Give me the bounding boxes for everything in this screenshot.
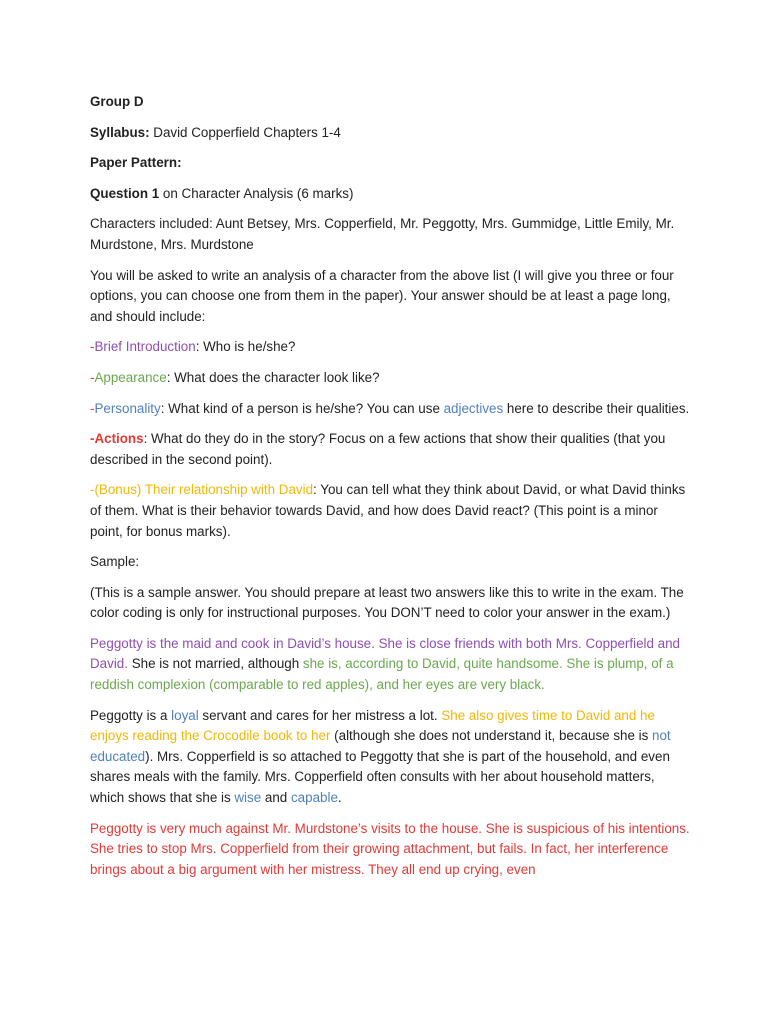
question-label: Question 1: [90, 185, 160, 201]
point-text: Who is he/she?: [199, 339, 296, 355]
group-heading: Group D: [90, 94, 144, 109]
capable-word: capable: [290, 790, 338, 806]
point-colon: :: [143, 431, 148, 447]
point-colon: :: [166, 369, 171, 385]
point-brief-introduction: [90, 337, 690, 358]
sample-text: Peggotty is a: [90, 707, 172, 723]
sample-intro-text: Peggotty is the maid and cook in David’s house. She is close friends with both Mrs. Copperfield and David.: [90, 635, 681, 672]
point-label: Personality: [94, 400, 161, 416]
question-value: on Character Analysis (6 marks): [159, 185, 354, 201]
question-line: [90, 184, 690, 205]
sample-paragraph-2: [90, 706, 690, 809]
sample-note: (This is a sample answer. You should prepare at least two answers like this to write in the exam. The color coding is only for instructional purposes. You DON’T need to color your answer in the exam.): [90, 584, 684, 621]
wise-word: wise: [234, 790, 262, 806]
point-dash: -: [90, 400, 95, 416]
characters-paragraph: Characters included: Aunt Betsey, Mrs. Copperfield, Mr. Peggotty, Mrs. Gummidge, Little Emily, Mr. Murdstone, Mrs. Murdstone: [90, 216, 675, 252]
sample-text: .: [337, 790, 342, 806]
point-appearance: [90, 368, 690, 389]
point-personality: [90, 399, 690, 420]
point-dash: -: [90, 369, 95, 385]
not-educated-word: not educated: [90, 728, 671, 764]
point-text: What do they do in the story? Focus on a few actions that show their qualities (that you described in the second point).: [90, 431, 666, 467]
point-dash: -: [90, 339, 95, 355]
point-colon: :: [195, 339, 200, 355]
sample-paragraph-3: Peggotty is very much against Mr. Murdstone’s visits to the house. She is suspicious of his intentions. She tries to stop Mrs. Copperfield from their growing attachment, but fails. In fact, her interference brings about a big argument with her mistress. They all end up crying, even: [90, 820, 690, 877]
sample-label: Sample:: [90, 554, 140, 570]
instructions-paragraph: You will be asked to write an analysis of a character from the above list (I will give you three or four options, you can choose one from them in the paper). Your answer should be at least a page long, and should include:: [90, 267, 674, 324]
point-label: -Actions: [90, 431, 144, 447]
sample-bonus-text: She also gives time to David and he enjoys reading the Crocodile book to her: [90, 707, 655, 744]
paper-pattern-heading: Paper Pattern:: [90, 155, 182, 171]
point-label: Appearance: [94, 369, 167, 385]
point-colon: :: [313, 482, 317, 498]
adjectives-word: adjectives: [443, 400, 504, 416]
point-text: What does the character look like?: [170, 369, 380, 385]
point-actions: [90, 429, 690, 470]
sample-text: and: [261, 790, 291, 806]
point-text: What kind of a person is he/she? You can use: [164, 400, 444, 416]
point-bonus: [90, 480, 690, 542]
point-text: You can tell what they think about David, or what David thinks of them. What is their behavior towards David, and how does David react? (This point is a minor point, for bonus marks).: [90, 482, 686, 539]
point-text: here to describe their qualities.: [503, 400, 690, 416]
point-label: -(Bonus) Their relationship with David: [90, 482, 314, 498]
point-colon: :: [160, 400, 165, 416]
sample-text: servant and cares for her mistress a lot.: [198, 707, 442, 723]
sample-appearance-text: she is, according to David, quite handsome. She is plump, of a reddish complexion (comparable to red apples), and her eyes are very black.: [90, 656, 674, 693]
sample-text: ). Mrs. Copperfield is so attached to Peggotty that she is part of the household, and even shares meals with the family. Mrs. Copperfield often consults with her about household matters, which shows that she is: [90, 748, 670, 806]
syllabus-label: Syllabus:: [90, 124, 150, 140]
sample-paragraph-1: [90, 634, 690, 696]
sample-text: She is not married, although: [127, 656, 303, 672]
sample-text: (although she does not understand it, because she is: [330, 728, 653, 744]
syllabus-line: [90, 123, 690, 144]
loyal-word: loyal: [171, 707, 199, 723]
syllabus-value: David Copperfield Chapters 1-4: [149, 124, 341, 140]
point-label: Brief Introduction: [94, 339, 196, 355]
